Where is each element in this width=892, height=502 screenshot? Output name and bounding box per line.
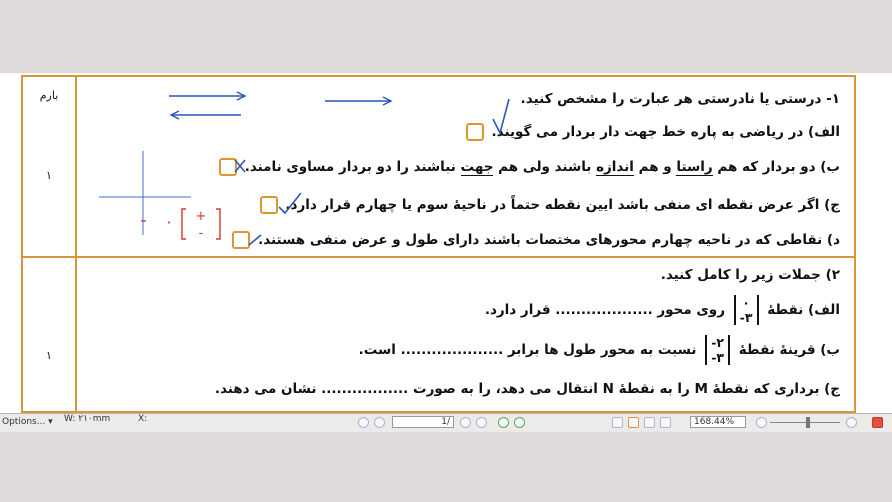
last-page-icon[interactable]	[476, 417, 487, 428]
continuous-page-icon[interactable]	[628, 417, 639, 428]
page-number-input[interactable]: 1/	[392, 416, 454, 428]
grade-section1: ۱	[46, 169, 52, 182]
item-1c-text: ج) اگر عرض نقطه ای منفی باشد ایین نقطه حتماً در ناحیهٔ سوم یا چهارم قرار دارد.	[285, 197, 840, 213]
next-page-icon[interactable]	[460, 417, 471, 428]
options-label: Options...	[2, 417, 46, 427]
coordinate-axes-icon	[99, 151, 191, 235]
checkmark-icon	[249, 99, 509, 245]
zoom-slider-thumb[interactable]	[806, 417, 810, 428]
annotation-minus: -	[198, 226, 204, 241]
matrix-bottom: ۳-	[739, 310, 753, 325]
underlined-word: اندازه	[596, 159, 634, 175]
section1-title: ۱- درستی یا نادرستی هر عبارت را مشخص کنید.	[520, 91, 840, 107]
position-info: X:	[138, 414, 148, 424]
zoom-in-icon[interactable]	[846, 417, 857, 428]
item-1b-text: نباشند را دو بردار مساوی نامند.	[244, 159, 461, 175]
underlined-word: راستا	[676, 159, 713, 175]
forward-icon[interactable]	[514, 417, 525, 428]
item-1d-text: د) نقاطی که در ناحیه چهارم محورهای مختصات باشند دارای طول و عرض منفی هستند.	[258, 232, 840, 248]
options-dropdown[interactable]: Options... ▾	[2, 417, 53, 427]
arrow-right-icon	[169, 92, 245, 100]
viewer-toolbar	[0, 413, 892, 432]
matrix-top: ۲-	[711, 335, 725, 350]
pdf-app-icon	[872, 417, 883, 428]
first-page-icon[interactable]	[358, 417, 369, 428]
exam-table	[21, 75, 856, 413]
annotation-plus: +	[195, 209, 207, 224]
arrow-right-icon	[325, 97, 391, 105]
back-icon[interactable]	[498, 417, 509, 428]
prev-page-icon[interactable]	[374, 417, 385, 428]
underlined-word: جهت	[460, 159, 494, 175]
zoom-out-icon[interactable]	[756, 417, 767, 428]
handwriting-layer	[23, 77, 858, 413]
grade-section2: ۱	[46, 349, 52, 362]
grade-header: بارم	[39, 89, 59, 102]
matrix-bottom: ۳-	[711, 350, 725, 365]
size-width: W: ۲۱۰mm	[64, 414, 111, 424]
single-page-icon[interactable]	[612, 417, 623, 428]
facing-page-icon[interactable]	[644, 417, 655, 428]
page-size-info	[64, 415, 110, 423]
document-page	[0, 73, 892, 413]
item-1b-text: ب) دو بردار که هم	[712, 159, 840, 175]
cross-mark-icon	[235, 160, 245, 172]
item-2b-pre: ب) قرینهٔ نقطهٔ	[738, 342, 840, 358]
bracket-annotation	[141, 209, 220, 239]
item-2a-pre: الف) نقطهٔ	[767, 302, 840, 318]
item-1a-text: الف) در ریاضی به پاره خط جهت دار بردار می گویند.	[491, 124, 840, 140]
arrow-left-icon	[171, 111, 241, 119]
section2-title: ۲) جملات زیر را کامل کنید.	[660, 267, 840, 283]
zoom-dropdown[interactable]: 168.44%	[690, 416, 746, 428]
item-1b-text: باشند ولی هم	[493, 159, 597, 175]
item-1b-text: و هم	[633, 159, 677, 175]
matrix-top: ۰	[742, 295, 750, 310]
item-2a-post: روی محور ................... قرار دارد.	[484, 302, 725, 318]
annotation-dot: ·	[166, 213, 172, 232]
item-2c: ج) برداری که نقطهٔ M را به نقطهٔ N انتقال می دهد، را به صورت ................. نشان می دهند.	[214, 381, 840, 397]
zoom-slider[interactable]	[770, 422, 840, 423]
item-2b-post: نسبت به محور طول ها برابر .................... است.	[358, 342, 697, 358]
cover-page-icon[interactable]	[660, 417, 671, 428]
